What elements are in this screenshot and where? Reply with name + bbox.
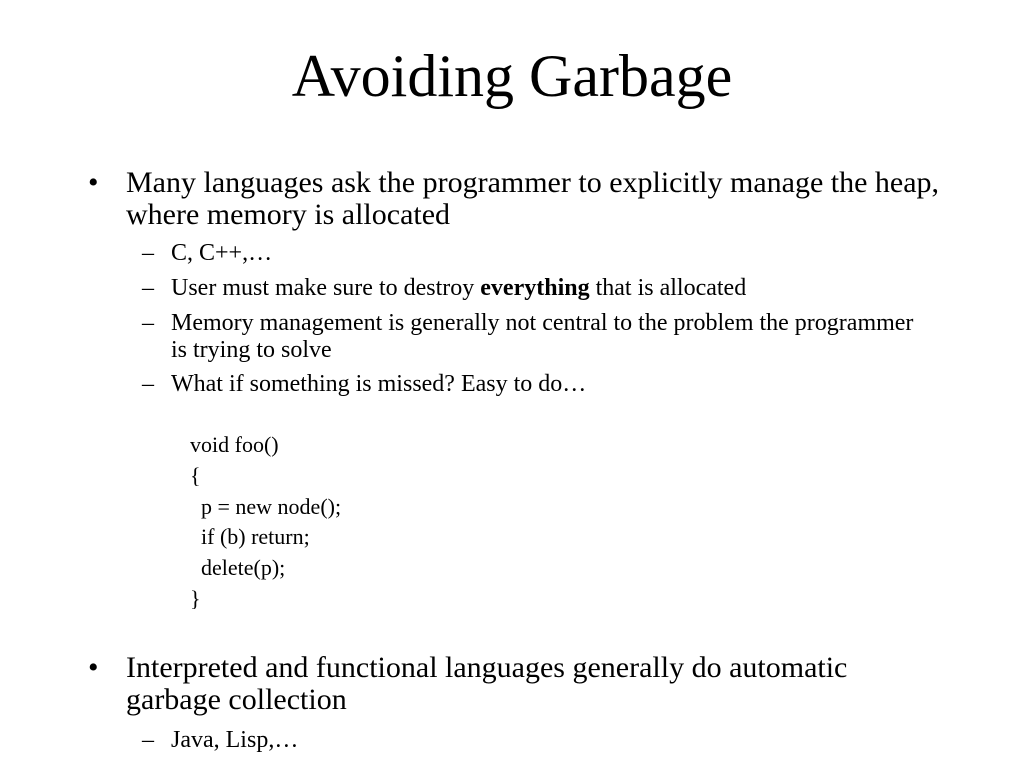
bullet-2-sublist [142, 727, 931, 754]
code-snippet [190, 430, 341, 615]
sub-item-1-text: C, C++,… [171, 240, 273, 266]
slide-title: Avoiding Garbage [291, 43, 733, 109]
dash-icon: – [142, 371, 154, 397]
code-line: { [190, 462, 201, 488]
dash-icon: – [142, 240, 154, 266]
dash-icon: – [142, 310, 154, 336]
dash-icon: – [142, 727, 154, 753]
sub-item-3 [142, 310, 931, 364]
bullet-1 [88, 166, 946, 231]
bullet-1-text: Many languages ask the programmer to explicitly manage the heap, where memory is allocated [126, 166, 940, 231]
bullet-dot-icon: • [88, 651, 99, 684]
code-line: p = new node(); [190, 493, 342, 519]
sub-item-2 [142, 275, 931, 302]
sub-item-1 [142, 240, 931, 267]
bullet-2-text: Interpreted and functional languages generally do automatic garbage collection [126, 651, 848, 716]
code-line: } [190, 585, 201, 611]
code-line: delete(p); [190, 555, 286, 581]
sub-item-2-text-start: User must make sure to destroy [171, 275, 481, 301]
bullet-dot-icon: • [88, 166, 99, 199]
bullet-1-sublist [142, 240, 931, 398]
sub-item-2-text-end: that is allocated [589, 275, 747, 301]
sub-item-java-text: Java, Lisp,… [171, 727, 299, 753]
sub-item-3-text: Memory management is generally not central to the problem the programmer is trying to solve [171, 310, 914, 363]
bullet-2 [88, 651, 946, 716]
code-line: if (b) return; [190, 524, 310, 550]
dash-icon: – [142, 275, 154, 301]
sub-item-4-text: What if something is missed? Easy to do… [171, 371, 587, 397]
sub-item-java [142, 727, 931, 754]
sub-item-4 [142, 371, 931, 398]
code-line: void foo() [190, 432, 279, 457]
sub-item-2-emphasis: everything [480, 275, 590, 301]
